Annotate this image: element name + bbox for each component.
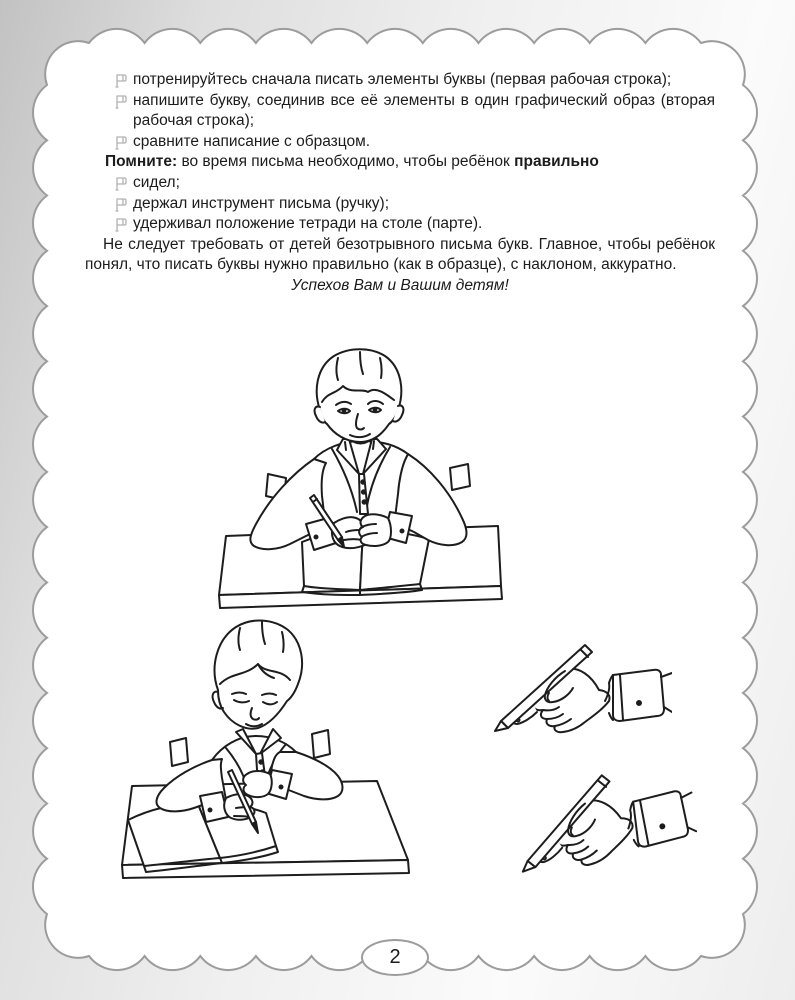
- page-number-badge: [361, 939, 429, 976]
- list-item-text: напишите букву, соединив все её элементы в один графический образ (вторая рабочая строка);: [133, 91, 715, 130]
- list-item: [85, 173, 715, 194]
- boy-writing-leaning-illustration: [100, 612, 425, 882]
- list-item-text: сравните написание с образцом.: [133, 132, 371, 150]
- instruction-text-block: [85, 70, 715, 297]
- remember-lead: Помните:: [105, 153, 178, 171]
- list-item: [85, 70, 715, 91]
- page-number: 2: [389, 946, 401, 968]
- boy-writing-front-illustration: [210, 346, 525, 611]
- remember-tail: правильно: [514, 153, 599, 171]
- posture-rules-list: [85, 173, 715, 235]
- flag-bullet-icon: [114, 94, 128, 109]
- flag-bullet-icon: [114, 197, 128, 212]
- remember-line: [105, 152, 715, 173]
- flag-bullet-icon: [114, 176, 128, 191]
- list-item: [85, 132, 715, 153]
- remember-middle: во время письма необходимо, чтобы ребёнок: [177, 153, 515, 171]
- list-item: [85, 194, 715, 215]
- list-item-text: сидел;: [133, 173, 180, 191]
- list-item: [85, 91, 715, 132]
- letter-writing-steps-list: [85, 70, 715, 152]
- list-item-text: удерживал положение тетради на столе (парте).: [133, 215, 483, 233]
- flag-bullet-icon: [114, 73, 128, 88]
- list-item: [85, 214, 715, 235]
- flag-bullet-icon: [114, 217, 128, 232]
- hand-holding-pen-illustration-top: [487, 633, 672, 738]
- list-item-text: потренируйтесь сначала писать элементы буквы (первая рабочая строка);: [133, 71, 672, 88]
- hand-holding-pen-illustration-bottom: [497, 750, 697, 875]
- wish-line: Успехов Вам и Вашим детям!: [291, 276, 509, 294]
- flag-bullet-icon: [114, 135, 128, 150]
- list-item-text: держал инструмент письма (ручку);: [133, 194, 390, 212]
- advice-paragraph: Не следует требовать от детей безотрывного письма букв. Главное, чтобы ребёнок понял, что писать буквы нужно правильно (как в образце), с наклоном, аккуратно.: [85, 235, 715, 274]
